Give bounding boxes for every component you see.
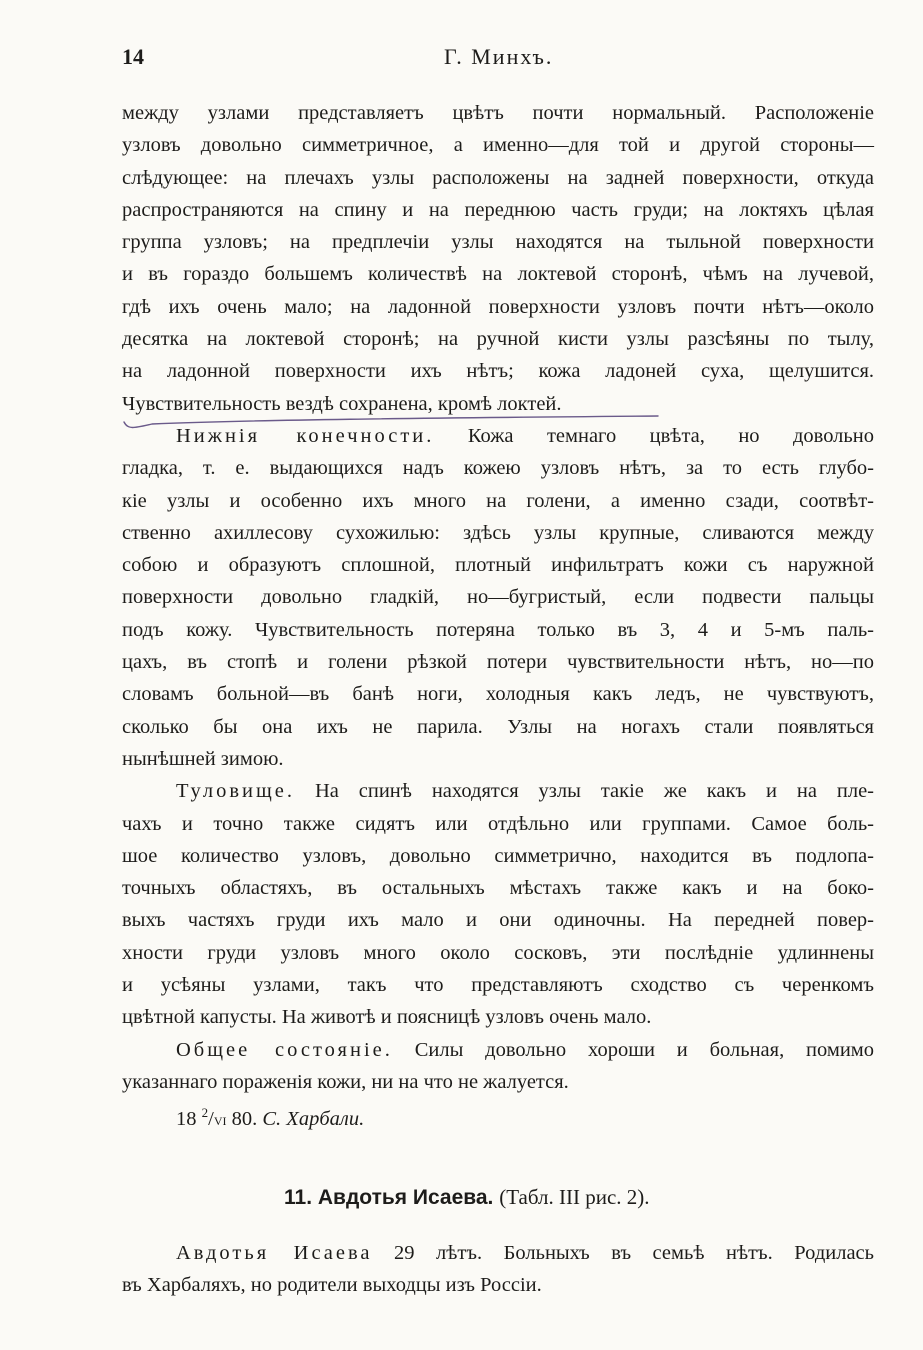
text-line: выхъ частяхъ груди ихъ мало и они одиночны. На передней повер- [122,909,874,932]
text-line: на ладонной поверхности ихъ нѣтъ; кожа ладоней суха, щелушится. [122,360,874,383]
text-line: слѣдующее: на плечахъ узлы расположены на задней поверхности, откуда [122,166,874,189]
date-month-num: 2 [201,1105,209,1120]
paragraph-heading: Туловище. [176,780,295,803]
text-line: ственно ахиллесову сухожилью: здѣсь узлы крупные, сливаются между [122,521,874,544]
text-line: группа узловъ; на предплечiи узлы находятся на тыльной поверхности [122,231,874,254]
section-reference: (Табл. III рис. 2). [499,1185,650,1209]
text-line: цвѣтной капусты. На животѣ и поясницѣ узловъ очень мало. [122,1006,652,1029]
text-fragment: 29 лѣтъ. Больныхъ въ семьѣ нѣтъ. Родилась [394,1242,875,1264]
case-text [122,1237,874,1302]
text-line: указаннаго пораженiя кожи, ни на что не жалуется. [122,1070,569,1093]
text-line: и усѣяны узлами, такъ что представляютъ сходство съ черенкомъ [122,974,874,997]
text-fragment: На спинѣ находятся узлы такiе же какъ и на пле- [314,780,874,803]
text-line: собою и образуютъ сплошной, плотный инфильтратъ кожи съ наружной [122,554,874,577]
text-line: хности груди узловъ много около сосковъ, эти послѣднiе удлиннены [122,941,874,964]
section-heading [284,1185,650,1210]
running-head: Г. Минхъ. [444,44,554,69]
text-line: сколько бы она ихъ не парила. Узлы на ногахъ стали появляться [122,715,874,738]
text-line: распространяются на спину и на переднюю часть груди; на локтяхъ цѣлая [122,198,874,221]
paragraph-heading: Нижнiя конечности. [176,424,435,447]
date-month-den: VI [213,1113,227,1128]
paragraph-first-line [122,775,874,807]
page-header [122,44,874,78]
text-line: кiе узлы и особенно ихъ много на голени, а именно сзади, соотвѣт- [122,489,874,512]
text-line: гладка, т. е. выдающихся надъ кожею узловъ нѣтъ, за то есть глубо- [122,457,874,480]
text-line: Чувствительность вездѣ сохранена, кромѣ локтей. [122,392,562,415]
date-day: 18 [176,1107,197,1130]
text-line: нынѣшней зимою. [122,747,284,770]
paragraph-first-line [122,1034,874,1066]
date-place: С. Харбали. [262,1107,365,1130]
paragraph-heading: Авдотья Исаева [176,1242,373,1264]
text-fragment: Силы довольно хороши и больная, помимо [414,1038,875,1061]
text-line: и въ гораздо большемъ количествѣ на локтевой сторонѣ, чѣмъ на лучевой, [122,263,874,286]
text-line: шое количество узловъ, довольно симметрично, находится въ подлопа- [122,844,874,867]
text-line: поверхности довольно гладкiй, но—бугристый, если подвести пальцы [122,586,874,609]
paragraph-first-line [122,1237,874,1269]
text-line: гдѣ ихъ очень мало; на ладонной поверхности узловъ почти нѣтъ—около [122,295,874,318]
text-fragment: Кожа темнаго цвѣта, но довольно [467,424,874,447]
text-line: подъ кожу. Чувствительность потеряна только въ 3, 4 и 5-мъ паль- [122,618,874,641]
text-line: въ Харбаляхъ, но родители выходцы изъ Россiи. [122,1274,542,1297]
date-year: 80. [231,1107,258,1130]
text-line: чахъ и точно также сидятъ или отдѣльно или группами. Самое боль- [122,812,874,835]
date-line: 18 $^2$/VI 80. С. Харбали. [176,1105,365,1130]
paragraph-first-line [122,420,874,452]
page-number: 14 [122,44,144,69]
text-line: словамъ больной—въ банѣ ноги, холодныя какъ ледъ, не чувствуютъ, [122,683,874,706]
section-title: 11. Авдотья Исаева. [284,1186,494,1209]
text-line: узловъ довольно симметричное, а именно—для той и другой стороны— [122,134,874,157]
text-line: точныхъ областяхъ, въ остальныхъ мѣстахъ также какъ и на боко- [122,877,874,900]
text-line: между узлами представляетъ цвѣтъ почти нормальный. Расположенiе [122,102,874,124]
body-text [122,97,874,1098]
paragraph-heading: Общее состоянiе. [176,1038,393,1061]
text-line: цахъ, въ стопѣ и голени рѣзкой потери чувствительности нѣтъ, но—по [122,651,874,674]
text-line: десятка на локтевой сторонѣ; на ручной кисти узлы разсѣяны по тылу, [122,328,874,351]
